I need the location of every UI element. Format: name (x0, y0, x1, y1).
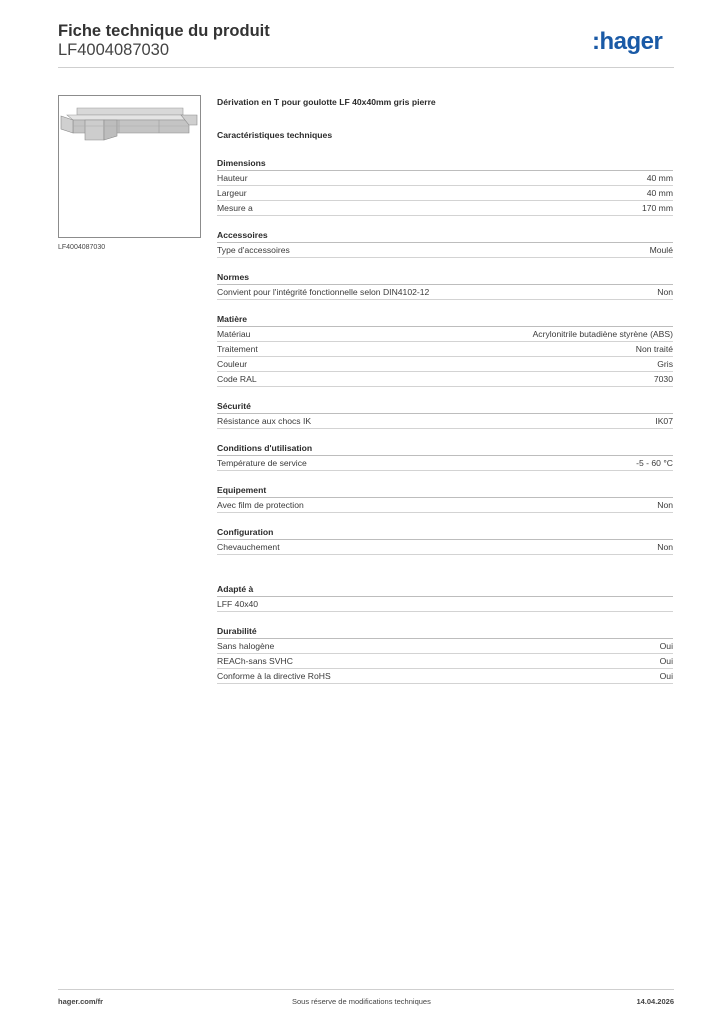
spec-row (217, 201, 673, 216)
spec-label: Chevauchement (217, 542, 280, 552)
spec-value: Gris (657, 359, 673, 369)
svg-text::hager: :hager (592, 28, 663, 54)
spec-row (217, 357, 673, 372)
spec-row (217, 597, 673, 612)
spec-value: 170 mm (641, 203, 673, 213)
spec-label: Traitement (217, 344, 258, 354)
spec-value: 40 mm (646, 188, 673, 198)
spec-section (217, 229, 673, 258)
spec-row (217, 186, 673, 201)
section-title: Dimensions (217, 157, 673, 171)
spec-section (217, 625, 673, 684)
spec-value: Non (657, 287, 673, 297)
spec-value: Non traité (635, 344, 673, 354)
spec-value: Acrylonitrile butadiène styrène (ABS) (532, 329, 673, 339)
section-title: Accessoires (217, 229, 673, 243)
spec-label: REACh-sans SVHC (217, 656, 293, 666)
spec-row (217, 372, 673, 387)
product-description: Dérivation en T pour goulotte LF 40x40mm gris pierre (217, 97, 436, 107)
spec-label: Couleur (217, 359, 248, 369)
document-header (58, 22, 270, 60)
section-title: Normes (217, 271, 673, 285)
spec-content (217, 96, 673, 684)
spec-value: Oui (659, 641, 673, 651)
spec-section (217, 484, 673, 513)
spec-value: Non (657, 500, 673, 510)
spec-label: Type d'accessoires (217, 245, 290, 255)
spec-value: Non (657, 542, 673, 552)
spec-label: Sans halogène (217, 641, 275, 651)
spec-section (217, 442, 673, 471)
spec-value: -5 - 60 °C (636, 458, 673, 468)
spec-label: Température de service (217, 458, 307, 468)
product-image (58, 95, 201, 238)
hager-logo (592, 28, 674, 54)
spec-section (217, 313, 673, 387)
section-title: Sécurité (217, 400, 673, 414)
footer-website[interactable]: hager.com/fr (58, 997, 104, 1006)
spec-row (217, 414, 673, 429)
spec-section (217, 271, 673, 300)
footer-date: 14.04.2026 (636, 997, 674, 1006)
spec-sections (217, 157, 673, 555)
section-title: Configuration (217, 526, 673, 540)
spec-row (217, 540, 673, 555)
spec-section (217, 157, 673, 216)
spec-row (217, 171, 673, 186)
spec-value: Oui (659, 671, 673, 681)
spec-label: Largeur (217, 188, 247, 198)
section-title: Conditions d'utilisation (217, 442, 673, 456)
image-caption: LF4004087030 (58, 244, 106, 251)
spec-row (217, 498, 673, 513)
spec-label: Avec film de protection (217, 500, 304, 510)
spec-value: 7030 (653, 374, 673, 384)
extra-spec-sections (217, 583, 673, 684)
spec-label: Convient pour l'intégrité fonctionnelle selon DIN4102-12 (217, 287, 430, 297)
spec-value: 40 mm (646, 173, 673, 183)
spec-label: Mesure a (217, 203, 253, 213)
product-reference: LF4004087030 (58, 41, 170, 59)
page-title: Fiche technique du produit (58, 22, 270, 40)
spec-row (217, 327, 673, 342)
section-title: Durabilité (217, 625, 673, 639)
section-gap (217, 555, 673, 570)
spec-value: Oui (659, 656, 673, 666)
spec-row (217, 285, 673, 300)
spec-section (217, 583, 673, 612)
footer-disclaimer: Sous réserve de modifications techniques (292, 997, 431, 1006)
spec-row (217, 243, 673, 258)
spec-value: IK07 (655, 416, 673, 426)
footer-divider (58, 989, 674, 990)
spec-section (217, 526, 673, 555)
spec-label: Code RAL (217, 374, 257, 384)
spec-label: Matériau (217, 329, 251, 339)
spec-label: Hauteur (217, 173, 248, 183)
section-title: Equipement (217, 484, 673, 498)
t-junction-illustration (59, 96, 200, 237)
header-divider (58, 67, 674, 68)
spec-label: LFF 40x40 (217, 599, 259, 609)
section-title: Matière (217, 313, 673, 327)
spec-label: Conforme à la directive RoHS (217, 671, 331, 681)
spec-section (217, 400, 673, 429)
spec-row (217, 654, 673, 669)
spec-row (217, 342, 673, 357)
spec-row (217, 456, 673, 471)
spec-value: Moulé (649, 245, 673, 255)
spec-row (217, 639, 673, 654)
spec-label: Résistance aux chocs IK (217, 416, 312, 426)
specs-heading: Caractéristiques techniques (217, 130, 333, 140)
spec-row (217, 669, 673, 684)
section-title: Adapté à (217, 583, 673, 597)
